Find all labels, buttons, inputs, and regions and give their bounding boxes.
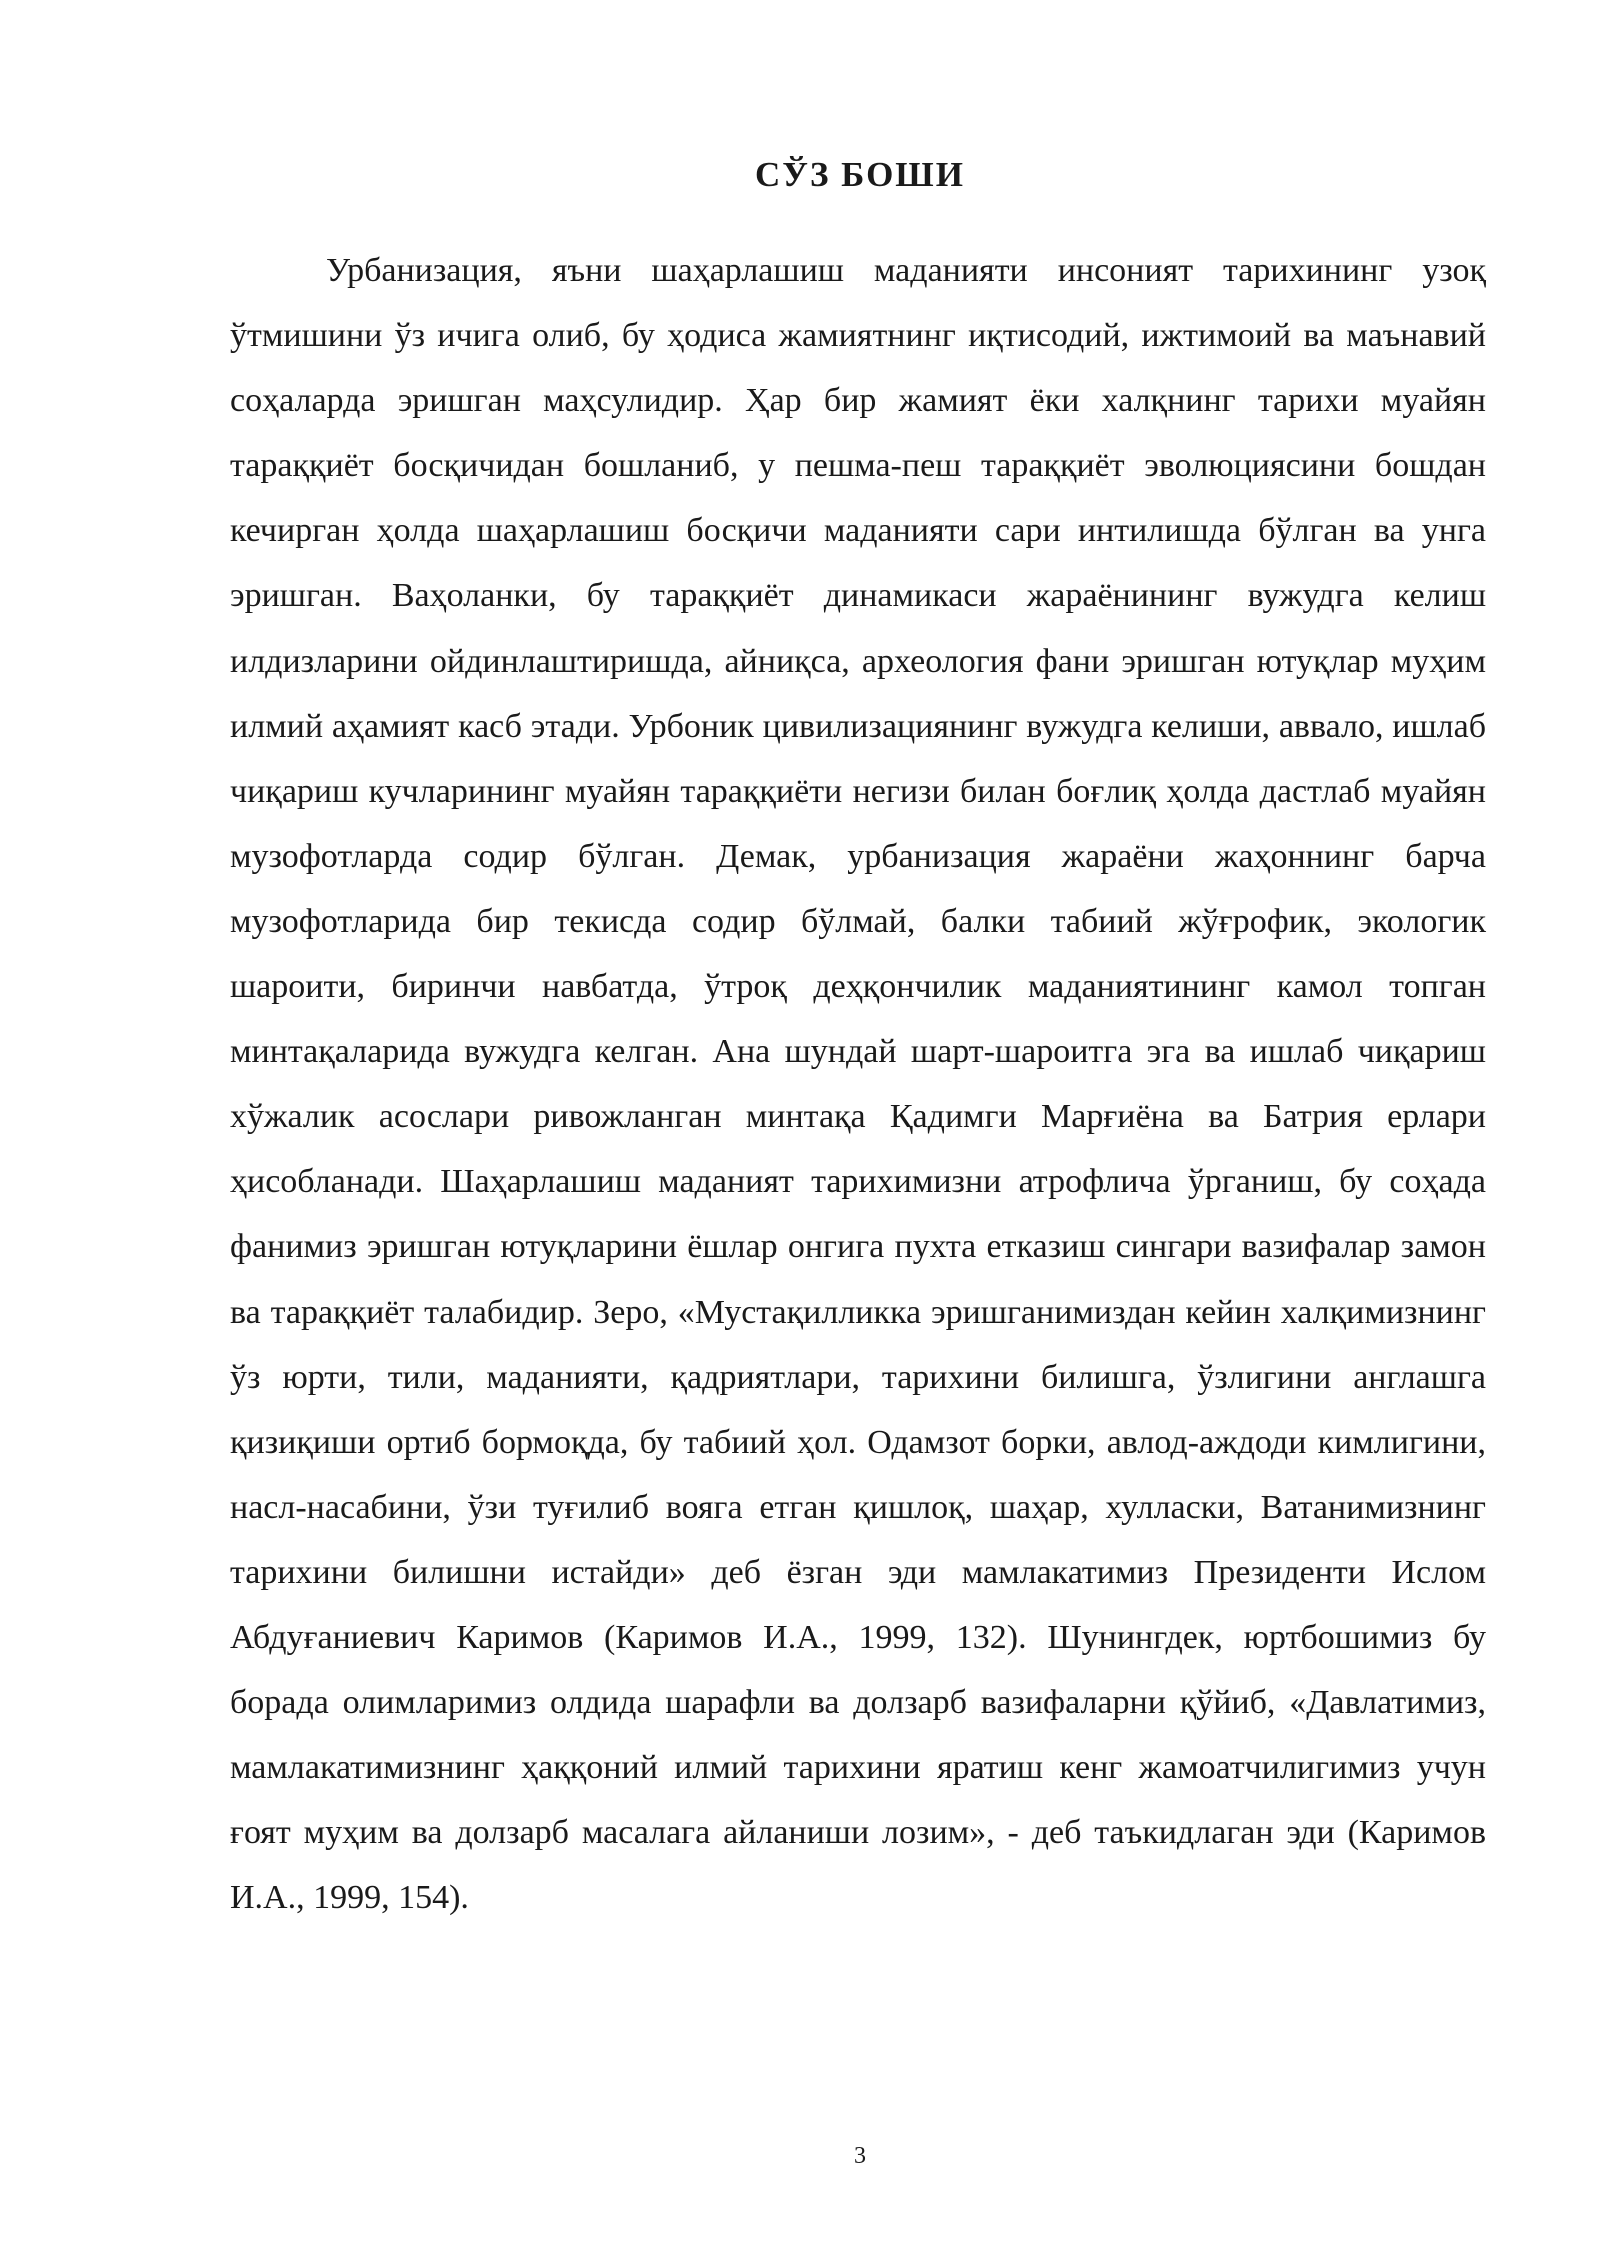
body-paragraph: Урбанизация, яъни шаҳарлашиш маданияти инсоният тарихининг узоқ ўтмишини ўз ичига олиб, бу ҳодиса жамиятнинг иқтисодий, ижтимоий ва маънавий соҳаларда эришган маҳсулидир. Ҳар бир жамият ёки халқнинг тарихи муайян тараққиёт босқичидан бошланиб, у пешма-пеш тараққиёт эволюциясини бошдан кечирган ҳолда шаҳарлашиш босқичи маданияти сари интилишда бўлган ва унга эришган. Ваҳоланки, бу тараққиёт динамикаси жараёнининг вужудга келиш илдизларини ойдинлаштиришда, айниқса, археология фани эришган ютуқлар муҳим илмий аҳамият касб этади. Урбоник цивилизациянинг вужудга келиши, аввало, ишлаб чиқариш кучларининг муайян тараққиёти негизи билан боғлиқ ҳолда дастлаб муайян музофотларда содир бўлган. Демак, урбанизация жараёни жаҳоннинг барча музофотларида бир текисда содир бўлмай, балки табиий жўғрофик, экологик шароити, биринчи навбатда, ўтроқ деҳқончилик маданиятининг камол топган минтақаларида вужудга келган. Ана шундай шарт-шароитга эга ва ишлаб чиқариш хўжалик асослари ривожланган минтақа Қадимги Марғиёна ва Батрия ерлари ҳисобланади. Шаҳарлашиш маданият тарихимизни атрофлича ўрганиш, бу соҳада фанимиз эришган ютуқларини ёшлар онгига пухта етказиш сингари вазифалар замон ва тараққиёт талабидир. Зеро, «Мустақилликка эришганимиздан кейин халқимизнинг ўз юрти, тили, маданияти, қадриятлари, тарихини билишга, ўзлигини англашга қизиқиши ортиб бормоқда, бу табиий ҳол. Одамзот борки, авлод-аждоди кимлигини, насл-насабини, ўзи туғилиб вояга етган қишлоқ, шаҳар, хулласки, Ватанимизнинг тарихини билишни истайди» деб ёзган эди мамлакатимиз Президенти Ислом Абдуғаниевич Каримов (Каримов И.А., 1999, 132). Шунингдек, юртбошимиз бу борада олимларимиз олдида шарафли ва долзарб вазифаларни қўйиб, «Давлатимиз, мамлакатимизнинг ҳаққоний илмий тарихини яратиш кенг жамоатчилигимиз учун ғоят муҳим ва долзарб масалага айланиши лозим», - деб таъкидлаган эди (Каримов И.А., 1999, 154). xyxy=(230,252,1486,1917)
page-number: 3 xyxy=(854,2143,866,2169)
page-title: СЎЗ БОШИ xyxy=(755,155,965,194)
